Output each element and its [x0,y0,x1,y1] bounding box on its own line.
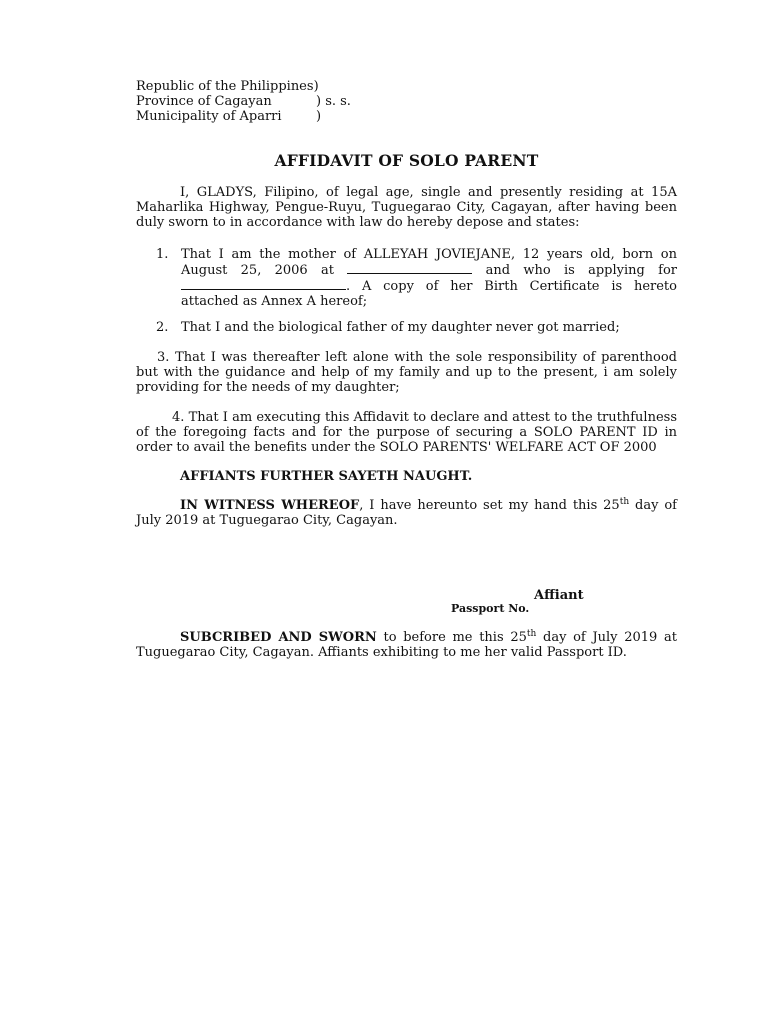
jurat-ordinal: th [526,629,537,639]
list-item-1-body [181,247,677,309]
intro-paragraph: I, GLADYS, Filipino, of legal age, single and presently residing at 15A Maharlika Highway, Pengue-Ruyu, Tuguegarao City, Cagayan, after having been duly sworn to in accordance with law do hereby depose and states: [136,185,677,230]
venue-line-province [136,94,396,109]
witness-paragraph [136,498,677,528]
witness-ordinal: th [619,497,630,507]
list-item-1 [156,247,677,309]
birthplace-blank-line [347,262,472,274]
document-title: AFFIDAVIT OF SOLO PARENT [274,151,539,170]
list-item-1-part3: . A copy of her Birth Certificate is hereto attached as Annex A hereof; [181,279,677,309]
list-item-2-number: 2. [156,320,169,335]
venue-municipality-mark: ) [316,109,322,124]
witness-heading: IN WITNESS WHEREOF [180,498,360,513]
jurat-text-1: to before me this 25 [376,630,527,645]
list-item-2-body: That I and the biological father of my daughter never got married; [181,320,620,335]
venue-line-republic [136,79,396,94]
jurat-text-2: day of July 2019 at Tuguegarao City, Cagayan. Affiants exhibiting to me her valid Passport ID. [136,630,677,660]
witness-text-1: , I have hereunto set my hand this 25 [359,498,620,513]
venue-line-municipality [136,109,396,124]
passport-label: Passport No. [451,602,530,615]
list-item-4: 4. That I am executing this Affidavit to declare and attest to the truthfulness of the foregoing facts and for the purpose of securing a SOLO PARENT ID in order to avail the benefits under the SOLO PARENTS' WELFARE ACT OF 2000 [136,410,677,455]
jurat-heading: SUBCRIBED AND SWORN [180,630,377,645]
venue-republic-text: Republic of the Philippines [136,79,314,94]
list-item-2 [156,320,677,335]
venue-municipality-text: Municipality of Aparri [136,109,282,124]
witness-text-2: day of July 2019 at Tuguegarao City, Cagayan. [136,498,677,528]
affiant-label: Affiant [534,588,584,603]
list-item-3: 3. That I was thereafter left alone with the sole responsibility of parenthood but with the guidance and help of my family and up to the present, i am solely providing for the needs of my daughter; [136,350,677,395]
list-item-1-part1: That I am the mother of ALLEYAH JOVIEJANE, 12 years old, born on August 25, 2006 at [181,247,677,278]
further-sayeth-line: AFFIANTS FURTHER SAYETH NAUGHT. [180,469,473,484]
jurat-paragraph [136,630,677,660]
list-item-1-number: 1. [156,247,169,262]
list-item-1-part2: and who is applying for [485,263,678,278]
venue-block [136,79,396,124]
applying-for-blank-line [181,278,346,290]
venue-province-text: Province of Cagayan [136,94,272,109]
venue-republic-mark: ) [313,79,319,94]
venue-province-mark: ) s. s. [316,94,351,109]
